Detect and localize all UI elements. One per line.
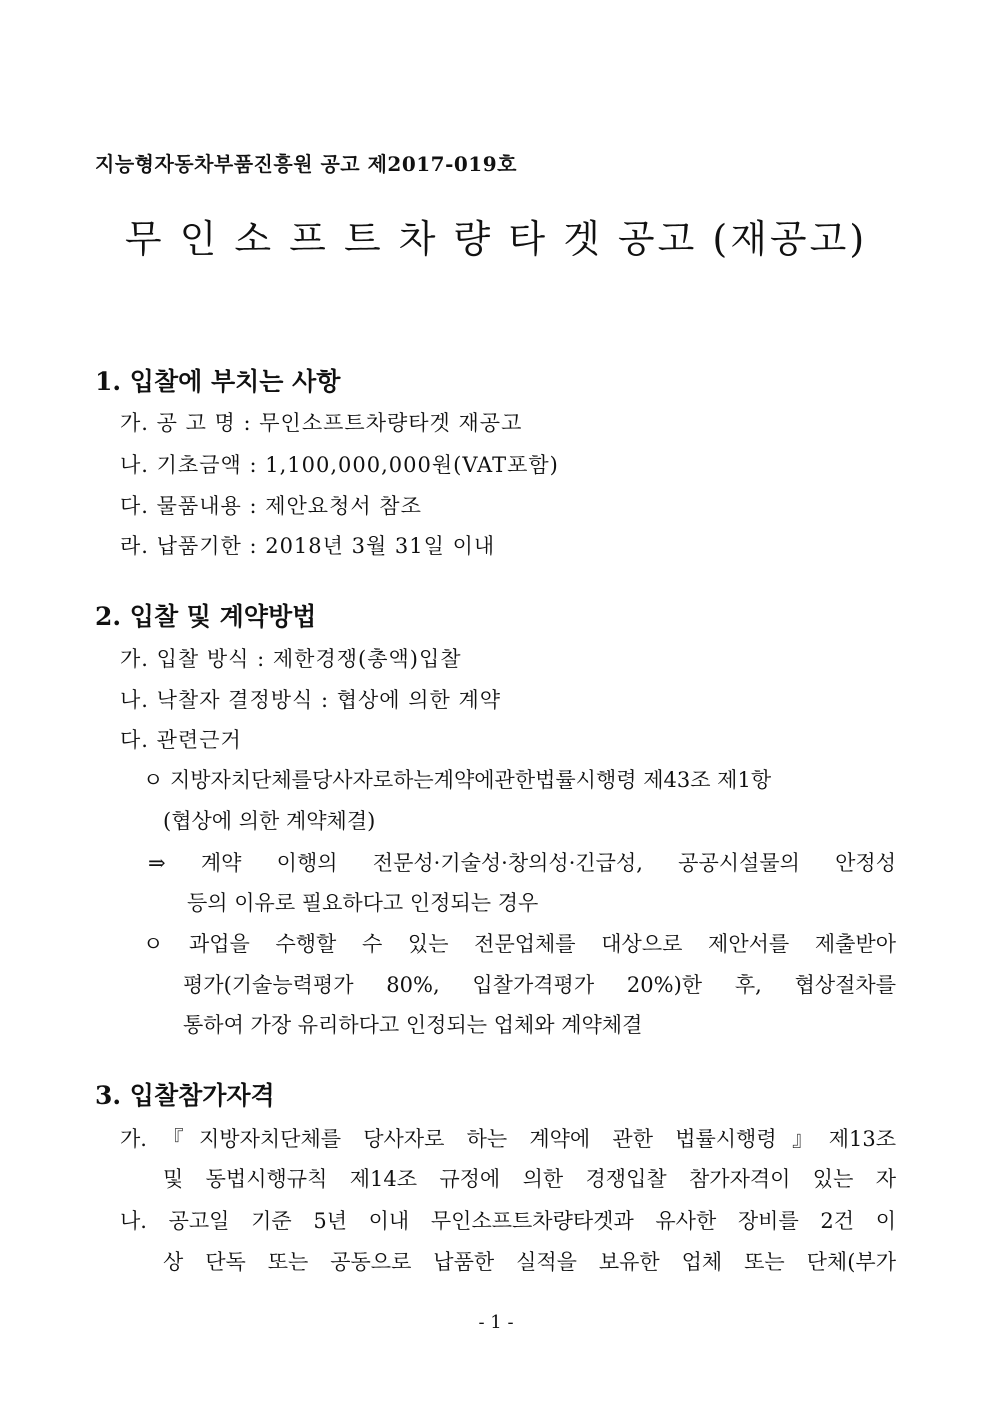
- section-1-item-na: 나. 기초금액 : 1,100,000,000원(VAT포함): [120, 453, 559, 477]
- section-2-heading: 2. 입찰 및 계약방법: [95, 602, 317, 631]
- legal-basis-arrow-line-1: ⇒ 계약 이행의 전문성·기술성·창의성·긴급성, 공공시설물의 안정성: [148, 851, 896, 875]
- section-3-item-na-line-1: 나. 공고일 기준 5년 이내 무인소프트차량타겟과 유사한 장비를 2건 이: [120, 1209, 896, 1233]
- legal-basis-bullet-1-line-1: ㅇ 지방자치단체를당사자로하는계약에관한법률시행령 제43조 제1항: [143, 768, 772, 792]
- section-1-item-ga: 가. 공 고 명 : 무인소프트차량타겟 재공고: [120, 411, 523, 435]
- section-1-item-ra: 라. 납품기한 : 2018년 3월 31일 이내: [120, 534, 496, 558]
- section-1-heading: 1. 입찰에 부치는 사항: [95, 367, 341, 396]
- legal-basis-bullet-1-line-2: (협상에 의한 계약체결): [163, 809, 376, 833]
- legal-basis-bullet-2-line-1: ㅇ 과업을 수행할 수 있는 전문업체를 대상으로 제안서를 제출받아: [143, 932, 896, 956]
- section-3-heading: 3. 입찰참가자격: [95, 1081, 275, 1110]
- legal-basis-arrow-line-2: 등의 이유로 필요하다고 인정되는 경우: [187, 891, 539, 915]
- section-3-item-ga-line-2: 및 동법시행규칙 제14조 규정에 의한 경쟁입찰 참가자격이 있는 자: [163, 1167, 896, 1191]
- legal-basis-bullet-2-line-2: 평가(기술능력평가 80%, 입찰가격평가 20%)한 후, 협상절차를: [183, 973, 896, 997]
- section-2-item-ga: 가. 입찰 방식 : 제한경쟁(총액)입찰: [120, 647, 462, 671]
- section-3-item-na-line-2: 상 단독 또는 공동으로 납품한 실적을 보유한 업체 또는 단체(부가: [163, 1250, 896, 1274]
- section-1-item-da: 다. 물품내용 : 제안요청서 참조: [120, 494, 422, 518]
- notice-number: 지능형자동차부품진흥원 공고 제2017-019호: [95, 152, 517, 176]
- page-number: - 1 -: [478, 1312, 514, 1333]
- page-title: 무 인 소 프 트 차 량 타 겟 공고 (재공고): [124, 217, 868, 261]
- legal-basis-bullet-2-line-3: 통하여 가장 유리하다고 인정되는 업체와 계약체결: [183, 1013, 643, 1037]
- section-2-item-da: 다. 관련근거: [120, 728, 242, 752]
- section-2-item-na: 나. 낙찰자 결정방식 : 협상에 의한 계약: [120, 688, 502, 712]
- section-3-item-ga-line-1: 가.『지방자치단체를 당사자로 하는 계약에 관한 법률시행령』제13조: [120, 1127, 896, 1151]
